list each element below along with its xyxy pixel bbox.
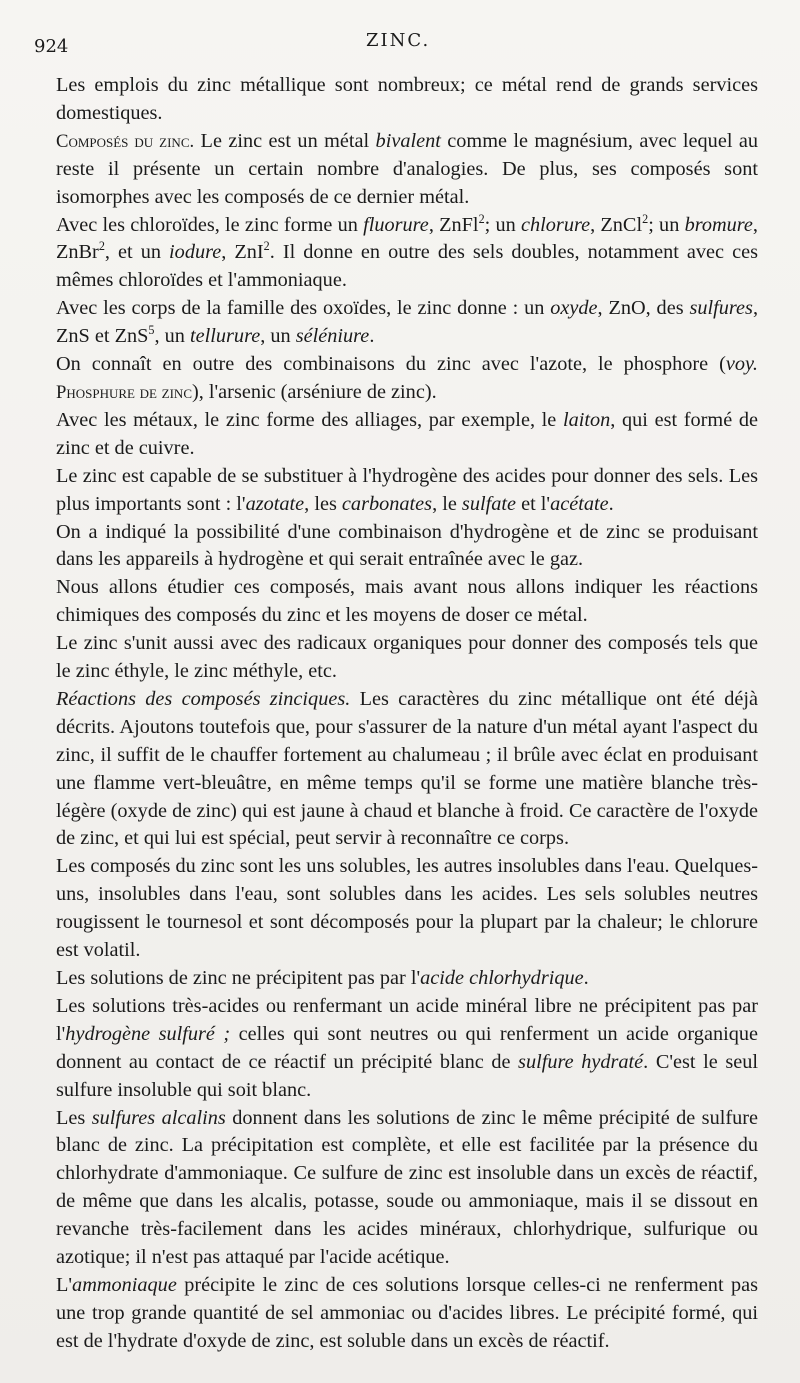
text-segment: Avec les métaux, le zinc forme des alliages, par exemple, le <box>56 408 563 431</box>
text-segment: Les solutions de zinc ne précipitent pas par l' <box>56 967 421 989</box>
text-segment: Les composés du zinc sont les uns solubles, les autres insolubles dans l'eau. Quelques-uns, insolubles dans l'eau, sont solubles dans les acides. Les sels solubles neutres rougissent le tournesol et sont décomposés pour la plupart par la chaleur; le chlorure est volatil. <box>56 855 758 962</box>
text-segment: . Il donne en outre des sels doubles, notamment avec ces mêmes chloroïdes et l'ammoniaque. <box>56 241 758 292</box>
paragraph-p10 <box>56 630 758 686</box>
text-segment: . C'est le seul sulfure insoluble qui soit blanc. <box>56 1050 758 1101</box>
text-segment: hydrogène sulfuré ; <box>65 1022 231 1045</box>
text-segment: 2 <box>478 211 485 226</box>
text-segment: ammoniaque <box>72 1273 177 1296</box>
text-segment: , ZnS et ZnS <box>56 297 759 348</box>
text-segment: Avec les corps de la famille des oxoïdes, le zinc donne : un <box>56 297 551 320</box>
paragraph-p3 <box>56 212 758 296</box>
text-segment: sulfure hydraté <box>518 1050 644 1073</box>
text-segment: , ZnBr <box>56 213 758 264</box>
paragraph-p13 <box>56 965 758 993</box>
paragraph-p14 <box>56 993 758 1105</box>
text-segment: tellurure <box>189 325 261 348</box>
text-segment: Le zinc s'unit aussi avec des radicaux organiques pour donner des composés tels que le zinc éthyle, le zinc méthyle, etc. <box>56 632 758 683</box>
text-segment: acide chlorhydrique <box>420 967 584 989</box>
text-segment: ; un <box>648 213 685 236</box>
text-segment: bivalent <box>375 129 441 152</box>
text-segment: , le <box>432 492 462 515</box>
paragraph-p11 <box>56 686 758 853</box>
paragraph-p5 <box>56 351 758 407</box>
text-segment: fluorure <box>363 213 429 236</box>
text-segment: 2 <box>263 239 270 254</box>
text-segment: 2 <box>642 211 649 226</box>
text-segment: séléniure <box>295 325 370 348</box>
text-segment: bromure <box>684 213 753 236</box>
page-body <box>56 72 758 1356</box>
paragraph-p1 <box>56 72 758 128</box>
text-segment: Les emplois du zinc métallique sont nombreux; ce métal rend de grands services domestiques. <box>56 74 758 124</box>
text-segment: . <box>608 492 614 515</box>
text-segment: sulfures alcalins <box>91 1106 226 1129</box>
text-segment: chlorure <box>521 213 591 236</box>
text-segment: voy. <box>725 353 758 376</box>
text-segment: et l' <box>516 492 551 515</box>
paragraph-p8 <box>56 519 758 575</box>
text-segment: Le zinc est capable de se substituer à l'hydrogène des acides pour donner des sels. Les plus importants sont : l' <box>56 464 758 515</box>
text-segment: , ZnCl <box>590 213 643 236</box>
running-title: ZINC. <box>366 30 431 51</box>
text-segment: donnent dans les solutions de zinc le même précipité de sulfure blanc de zinc. La précipitation est complète, et elle est facilitée par la présence du chlorhydrate d'ammoniaque. Ce sulfure de zinc est insoluble dans un excès de réactif, de même que dans les alcalis, potasse, soude ou ammoniaque, mais il se dissout en revanche très-facilement dans les acides minéraux, chlorhydrique, sulfurique ou azotique; il n'est pas attaqué par l'acide acétique. <box>56 1106 758 1269</box>
text-segment: acétate <box>550 492 609 515</box>
text-segment: L' <box>56 1273 73 1296</box>
text-segment: sulfures <box>689 297 753 320</box>
text-segment: comme le magnésium, avec lequel au reste il présente un certain nombre d'analogies. De plus, ses composés sont isomorphes avec les composés de ce dernier métal. <box>56 129 758 208</box>
text-segment: On connaît en outre des combinaisons du zinc avec l'azote, le phosphore ( <box>56 353 726 376</box>
text-segment: . <box>369 325 375 348</box>
page-number: 924 <box>34 36 69 57</box>
paragraph-p9 <box>56 574 758 630</box>
paragraph-p7 <box>56 463 758 519</box>
text-segment: ; un <box>484 213 522 236</box>
text-segment: Composés du zinc. <box>56 130 195 152</box>
text-segment: laiton <box>562 408 611 431</box>
text-segment: 2 <box>98 239 105 254</box>
text-segment: Réactions des composés zinciques. <box>56 687 351 710</box>
text-segment: Avec les chloroïdes, le zinc forme un <box>56 213 364 236</box>
text-segment: sulfate <box>461 492 517 515</box>
text-segment: Les solutions très-acides ou renfermant un acide minéral libre ne précipitent pas par l' <box>56 994 758 1045</box>
paragraph-p16 <box>56 1272 758 1356</box>
text-segment: oxyde <box>550 297 598 320</box>
text-segment: . <box>583 967 589 989</box>
paragraph-p2 <box>56 128 758 212</box>
text-segment: celles qui sont neutres ou qui renferment un acide organique donnent au contact de ce réactif un précipité blanc de <box>56 1022 758 1073</box>
text-segment: Les caractères du zinc métallique ont été déjà décrits. Ajoutons toutefois que, pour s'assurer de la nature d'un métal ayant l'aspect du zinc, il suffit de le chauffer fortement au chalumeau ; il brûle avec éclat en produisant une flamme vert-bleuâtre, en même temps qu'il se forme une matière blanche très-légère (oxyde de zinc) qui est jaune à chaud et blanche à froid. Ce caractère de l'oxyde de zinc, et qui lui est spécial, peut servir à reconnaître ce corps. <box>56 687 758 850</box>
text-segment: , les <box>304 492 342 515</box>
text-segment: carbonates <box>341 492 433 515</box>
paragraph-p4 <box>56 295 758 351</box>
text-segment: 5 <box>148 323 155 338</box>
text-segment: précipite le zinc de ces solutions lorsque celles-ci ne renferment pas une trop grande quantité de sel ammoniac ou d'acides libres. Le précipité formé, qui est de l'hydrate d'oxyde de zinc, est soluble dans un excès de réactif. <box>56 1273 758 1352</box>
paragraph-p12 <box>56 853 758 965</box>
text-segment: , un <box>260 325 296 348</box>
text-segment: , un <box>154 325 190 348</box>
text-segment: Nous allons étudier ces composés, mais avant nous allons indiquer les réactions chimiques des composés du zinc et les moyens de doser ce métal. <box>56 576 758 627</box>
text-segment: Phosphure de zinc <box>56 381 192 403</box>
paragraph-p15 <box>56 1105 758 1272</box>
text-segment: Les <box>56 1106 92 1129</box>
text-segment: , et un <box>104 241 170 264</box>
text-segment: azotate <box>245 492 305 515</box>
text-segment: Le zinc est un métal <box>194 129 376 152</box>
text-segment: On a indiqué la possibilité d'une combinaison d'hydrogène et de zinc se produisant dans les appareils à hydrogène et qui serait entraînée avec le gaz. <box>56 520 758 571</box>
text-segment: iodure <box>169 241 222 264</box>
paragraph-p6 <box>56 407 758 463</box>
text-segment: ), l'arsenic (arséniure de zinc). <box>192 380 437 403</box>
text-segment: , qui est formé de zinc et de cuivre. <box>56 408 758 459</box>
text-segment: , ZnI <box>221 241 264 264</box>
text-segment: , ZnO, des <box>597 297 690 320</box>
page-header <box>34 28 758 72</box>
text-segment: , ZnFl <box>428 213 479 236</box>
